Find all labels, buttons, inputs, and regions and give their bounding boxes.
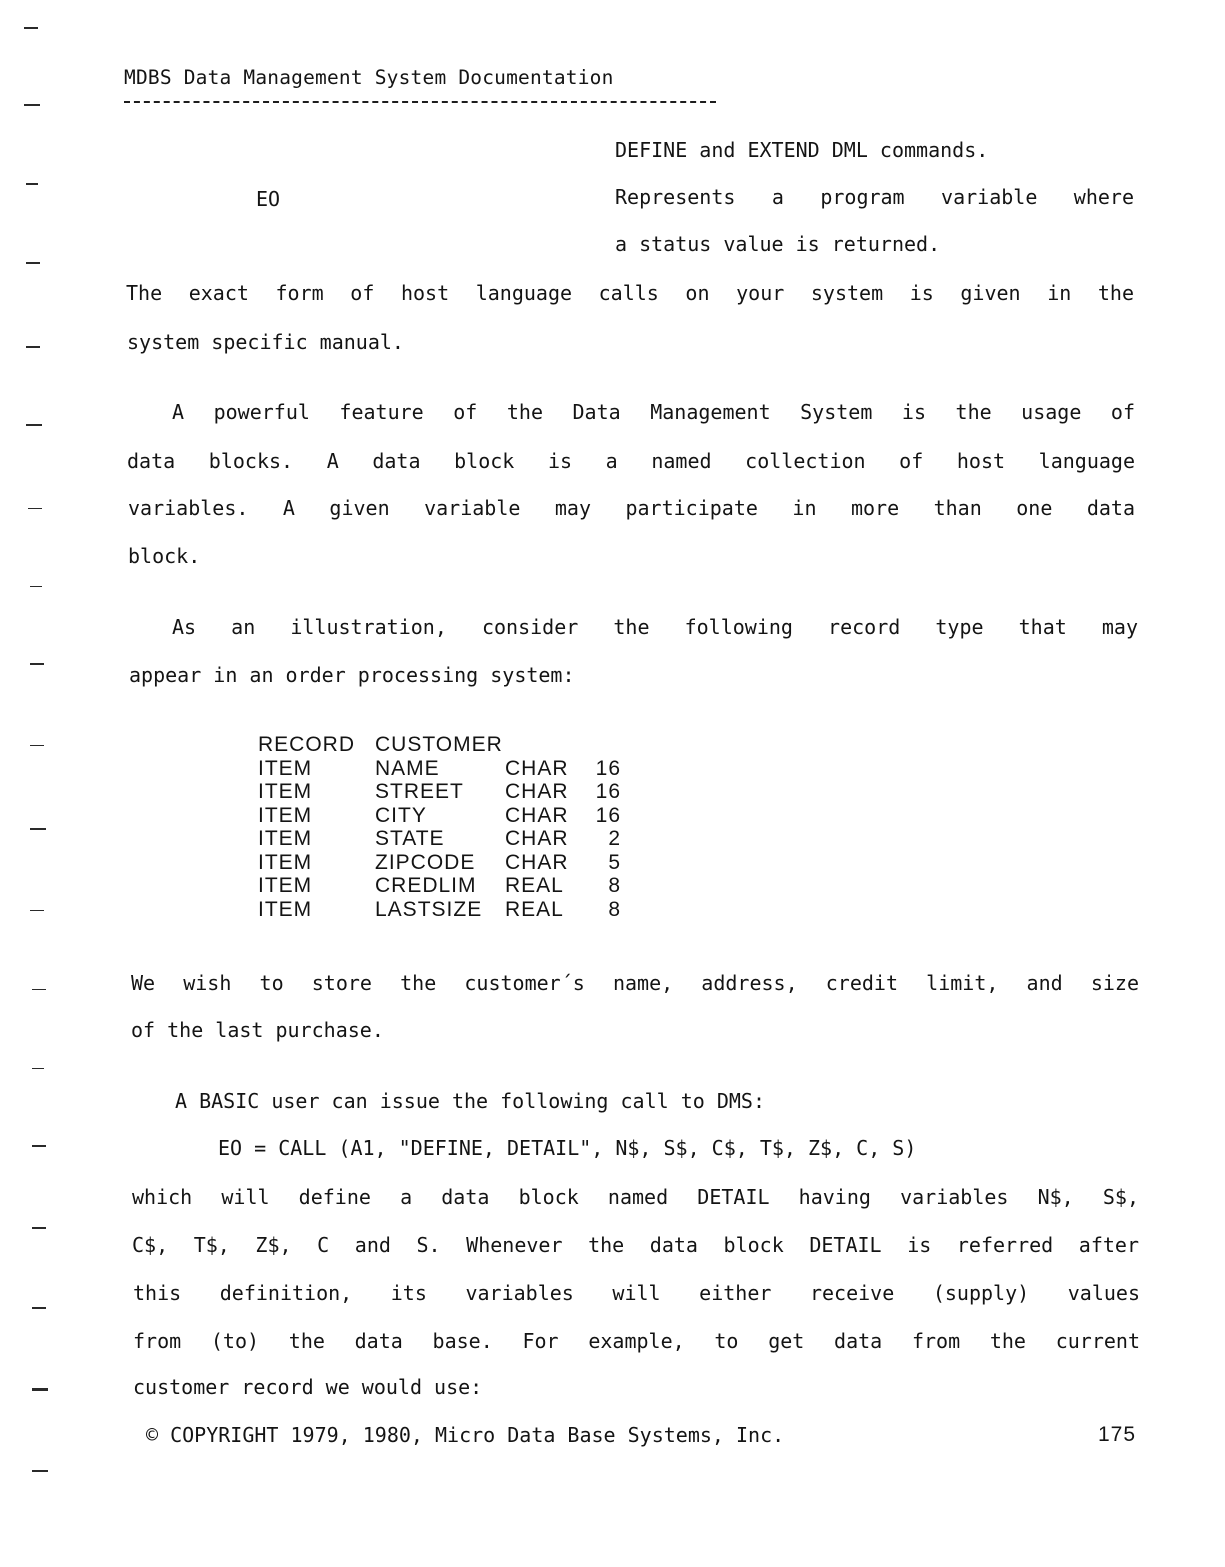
copyright-notice: © COPYRIGHT 1979, 1980, Micro Data Base Systems, Inc. bbox=[146, 1423, 785, 1447]
para2-line-1: A powerful feature of the Data Management System is the usage of bbox=[172, 400, 1135, 424]
item-size: 16 bbox=[595, 803, 621, 827]
para1-line-2: system specific manual. bbox=[127, 330, 404, 354]
para5-line-2: which will define a data block named DETAIL having variables N$, S$, bbox=[132, 1185, 1139, 1209]
item-name: LASTSIZE bbox=[375, 897, 483, 921]
para2-line-3: variables. A given variable may participate in more than one data bbox=[128, 496, 1135, 520]
item-type: REAL bbox=[505, 897, 564, 921]
item-name: CITY bbox=[375, 803, 427, 827]
item-keyword: ITEM bbox=[258, 827, 313, 850]
item-keyword: ITEM bbox=[258, 874, 313, 897]
table-row bbox=[258, 851, 621, 875]
eo-term: EO bbox=[256, 187, 281, 211]
para5-line-6: customer record we would use: bbox=[133, 1375, 483, 1399]
item-size: 8 bbox=[608, 897, 621, 921]
para5-line-4: this definition, its variables will either receive (supply) values bbox=[133, 1281, 1140, 1305]
item-type: CHAR bbox=[505, 827, 569, 850]
para5-line-1: A BASIC user can issue the following call to DMS: bbox=[175, 1089, 766, 1113]
item-name: NAME bbox=[375, 756, 440, 780]
para5-line-3: C$, T$, Z$, C and S. Whenever the data block DETAIL is referred after bbox=[132, 1233, 1139, 1257]
item-type: REAL bbox=[505, 874, 564, 897]
code-example: EO = CALL (A1, "DEFINE, DETAIL", N$, S$, C$, T$, Z$, C, S) bbox=[218, 1136, 917, 1160]
record-header-row bbox=[258, 733, 621, 757]
para4-line-2: of the last purchase. bbox=[131, 1018, 384, 1042]
para4-line-1: We wish to store the customer´s name, address, credit limit, and size bbox=[131, 971, 1139, 995]
para5-line-5: from (to) the data base. For example, to get data from the current bbox=[133, 1329, 1140, 1353]
table-row bbox=[258, 757, 621, 781]
item-name: STATE bbox=[375, 827, 445, 850]
item-name: ZIPCODE bbox=[375, 850, 476, 874]
record-keyword: RECORD bbox=[258, 733, 356, 756]
item-keyword: ITEM bbox=[258, 850, 313, 874]
eo-definition-line-2: a status value is returned. bbox=[615, 232, 941, 256]
header-dashed-rule bbox=[124, 101, 716, 103]
item-size: 5 bbox=[608, 850, 621, 874]
item-type: CHAR bbox=[505, 850, 569, 874]
item-keyword: ITEM bbox=[258, 780, 313, 803]
item-keyword: ITEM bbox=[258, 756, 313, 780]
para3-line-1: As an illustration, consider the following record type that may bbox=[172, 615, 1138, 639]
continuation-line: DEFINE and EXTEND DML commands. bbox=[615, 138, 989, 162]
para2-line-2: data blocks. A data block is a named collection of host language bbox=[127, 449, 1135, 473]
page-header-title: MDBS Data Management System Documentation bbox=[124, 66, 614, 89]
item-name: STREET bbox=[375, 780, 464, 803]
para2-line-4: block. bbox=[128, 544, 201, 568]
item-keyword: ITEM bbox=[258, 803, 313, 827]
table-row bbox=[258, 804, 621, 828]
item-type: CHAR bbox=[505, 780, 569, 803]
page-number: 175 bbox=[1098, 1423, 1137, 1446]
table-row bbox=[258, 898, 621, 922]
para3-line-2: appear in an order processing system: bbox=[129, 663, 575, 687]
para1-line-1: The exact form of host language calls on your system is given in the bbox=[126, 281, 1134, 305]
item-size: 8 bbox=[608, 874, 621, 897]
item-type: CHAR bbox=[505, 756, 569, 780]
item-type: CHAR bbox=[505, 803, 569, 827]
record-definition-table bbox=[258, 733, 621, 921]
table-row bbox=[258, 780, 621, 804]
item-size: 16 bbox=[595, 756, 621, 780]
table-row bbox=[258, 874, 621, 898]
table-row bbox=[258, 827, 621, 851]
item-size: 2 bbox=[608, 827, 621, 850]
item-keyword: ITEM bbox=[258, 897, 313, 921]
item-name: CREDLIM bbox=[375, 874, 477, 897]
item-size: 16 bbox=[595, 780, 621, 803]
eo-definition-line-1: Represents a program variable where bbox=[615, 185, 1134, 209]
record-name: CUSTOMER bbox=[375, 733, 503, 756]
